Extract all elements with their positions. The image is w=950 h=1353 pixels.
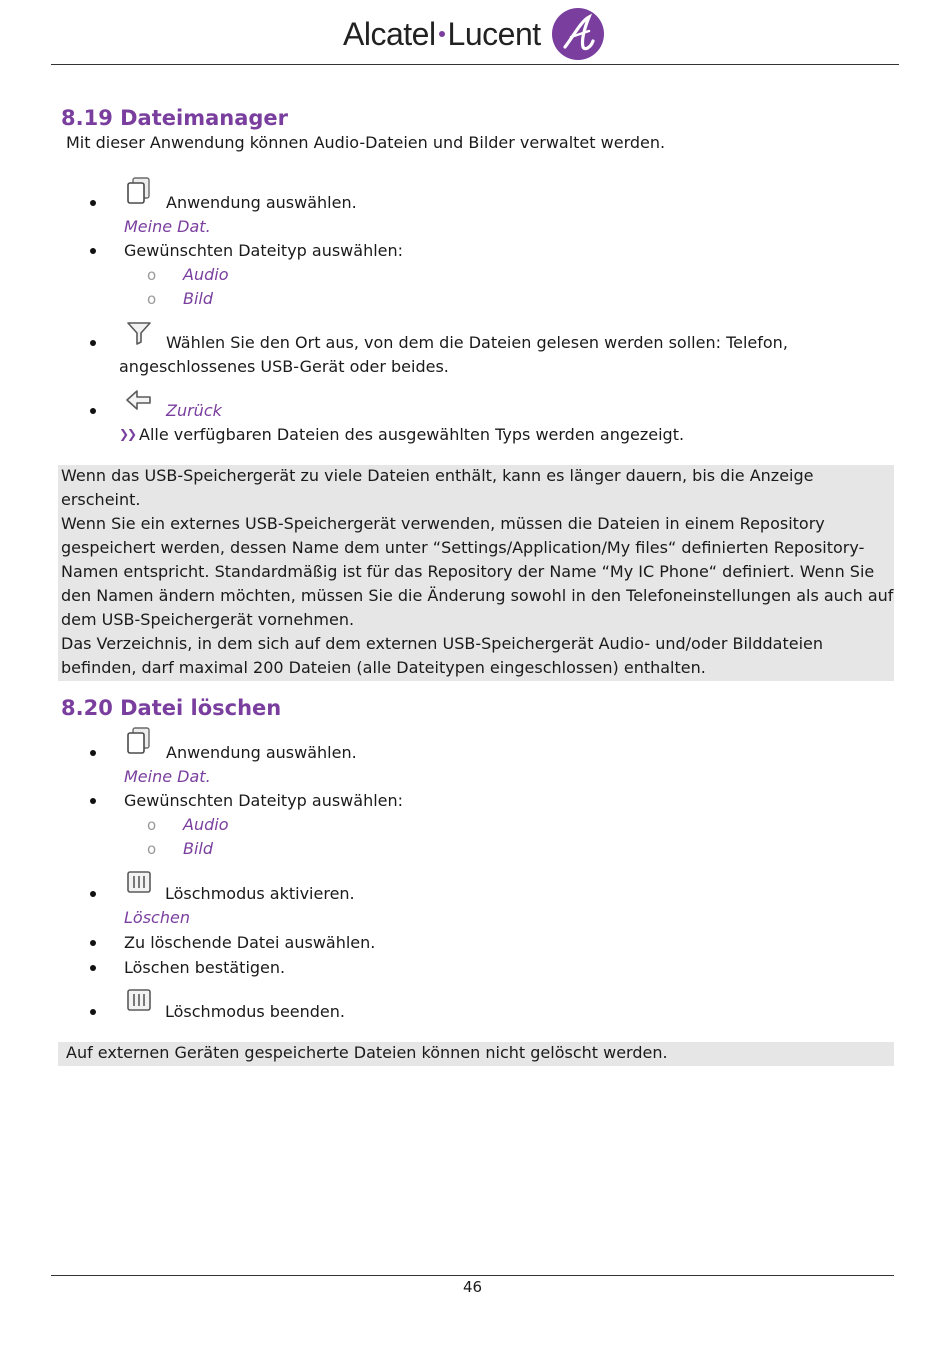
option-bullet: o: [147, 290, 157, 308]
step-text: Gewünschten Dateityp auswählen:: [124, 241, 404, 260]
step-text: Wählen Sie den Ort aus, von dem die Dateien gelesen werden sollen: Telefon,: [166, 333, 788, 352]
bullet: [90, 798, 96, 804]
option-audio: Audio: [183, 265, 229, 284]
note-line: Namen entspricht. Standardmäßig ist für das Repository der Name “My IC Phone“ definiert. Wenn Sie: [61, 562, 875, 581]
step-text-continued: angeschlossenes USB-Gerät oder beides.: [119, 357, 449, 376]
step-text: Löschmodus beenden.: [165, 1002, 345, 1021]
files-icon: [124, 726, 154, 756]
step-text: Anwendung auswählen.: [166, 743, 357, 762]
note-line: den Namen ändern möchten, müssen Sie die Änderung sowohl in den Telefoneinstellungen als auch auf: [61, 586, 894, 605]
logo-emblem-icon: [551, 7, 605, 61]
page-number: 46: [463, 1278, 483, 1296]
section-intro: Mit dieser Anwendung können Audio-Dateien und Bilder verwaltet werden.: [66, 133, 666, 152]
trash-icon: [124, 867, 154, 897]
bullet: [90, 200, 96, 206]
bullet: [90, 940, 96, 946]
back-arrow-icon: [124, 386, 154, 416]
bullet: [90, 891, 96, 897]
option-bild: Bild: [183, 839, 214, 858]
bullet: [90, 750, 96, 756]
step-text: Löschmodus aktivieren.: [165, 884, 355, 903]
note-box: [58, 1042, 894, 1066]
note-line: dem USB-Speichergerät vornehmen.: [61, 610, 355, 629]
note-line: gespeichert werden, dessen Name dem unter “Settings/Application/My files“ definierten Repository-: [61, 538, 865, 557]
softkey-label: Löschen: [124, 908, 190, 927]
section-title-dateimanager: 8.19 Dateimanager: [61, 106, 289, 130]
bullet: [90, 1009, 96, 1015]
option-audio: Audio: [183, 815, 229, 834]
note-line: befinden, darf maximal 200 Dateien (alle Dateitypen eingeschlossen) enthalten.: [61, 658, 706, 677]
note-line: Das Verzeichnis, in dem sich auf dem externen USB-Speichergerät Audio- und/oder Bilddateien: [61, 634, 824, 653]
files-icon: [124, 176, 154, 206]
section-title-datei-loeschen: 8.20 Datei löschen: [61, 696, 282, 720]
note-line: Wenn das USB-Speichergerät zu viele Dateien enthält, kann es länger dauern, bis die Anzeige: [61, 466, 814, 485]
step-text: Anwendung auswählen.: [166, 193, 357, 212]
option-bild: Bild: [183, 289, 214, 308]
option-bullet: o: [147, 840, 157, 858]
header-rule: [51, 64, 899, 65]
bullet: [90, 248, 96, 254]
note-box: [58, 465, 894, 681]
step-text: Gewünschten Dateityp auswählen:: [124, 791, 404, 810]
bullet: [90, 408, 96, 414]
note-line: Auf externen Geräten gespeicherte Dateien können nicht gelöscht werden.: [66, 1043, 668, 1062]
result-chevron-icon: ❯❯: [119, 427, 136, 441]
softkey-label: Zurück: [166, 401, 222, 420]
bullet: [90, 340, 96, 346]
option-bullet: o: [147, 266, 157, 284]
step-text: Löschen bestätigen.: [124, 958, 286, 977]
brand-logo: [343, 4, 605, 64]
step-text: Zu löschende Datei auswählen.: [124, 933, 376, 952]
bullet: [90, 965, 96, 971]
softkey-label: Meine Dat.: [124, 767, 211, 786]
softkey-label: Meine Dat.: [124, 217, 211, 236]
brand-separator-dot: [439, 31, 445, 37]
option-bullet: o: [147, 816, 157, 834]
note-line: erscheint.: [61, 490, 141, 509]
filter-icon: [124, 318, 154, 348]
trash-icon: [124, 985, 154, 1015]
note-line: Wenn Sie ein externes USB-Speichergerät verwenden, müssen die Dateien in einem Repository: [61, 514, 825, 533]
brand-name-left: Alcatel: [343, 15, 436, 52]
brand-name-right: Lucent: [447, 15, 541, 52]
footer-rule: [51, 1275, 894, 1276]
result-text: Alle verfügbaren Dateien des ausgewählten Typs werden angezeigt.: [139, 425, 685, 444]
